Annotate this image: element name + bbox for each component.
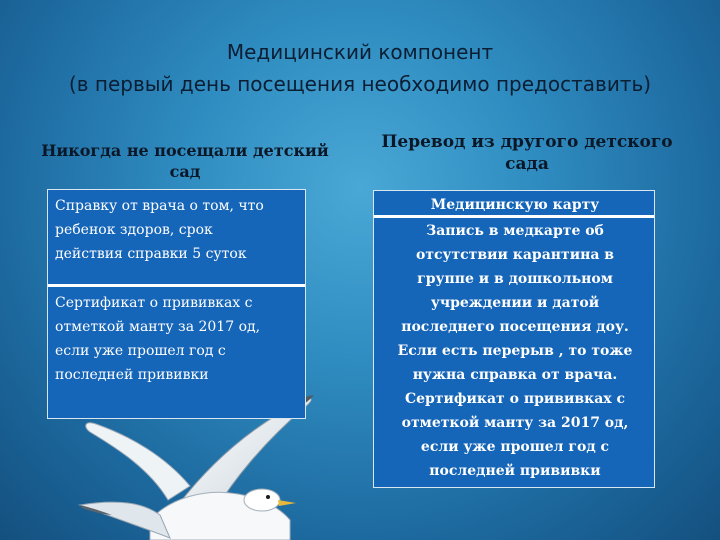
left-item-vaccination-certificate: Сертификат о прививках с отметкой манту за 2017 од, если уже прошел год с последней прививки (55, 295, 261, 383)
right-item-quarantine-record: Запись в медкарте об отсутствии карантина в группе и в дошкольном учреждении и датой последнего посещения доу. Если есть перерыв , то тоже нужна справка от врача. Сертификат о прививках с отметкой манту за 2017 од, если уже прошел год с последней прививки (397, 223, 633, 479)
right-column-heading: Перевод из другого детского сада (381, 132, 673, 174)
slide-title (0, 36, 720, 100)
right-item-medical-card: Медицинскую карту (430, 197, 600, 213)
title-line-1: Медицинский компонент (226, 40, 494, 64)
right-panel-divider (374, 215, 654, 218)
left-panel-divider (48, 284, 305, 287)
left-item-health-certificate: Справку от врача о том, что ребенок здоров, срок действия справки 5 суток (55, 198, 264, 262)
right-requirements-panel (373, 190, 655, 488)
left-column-heading: Никогда не посещали детский сад (41, 141, 329, 181)
left-requirements-panel (47, 189, 306, 419)
title-line-2: (в первый день посещения необходимо предоставить) (68, 72, 652, 96)
